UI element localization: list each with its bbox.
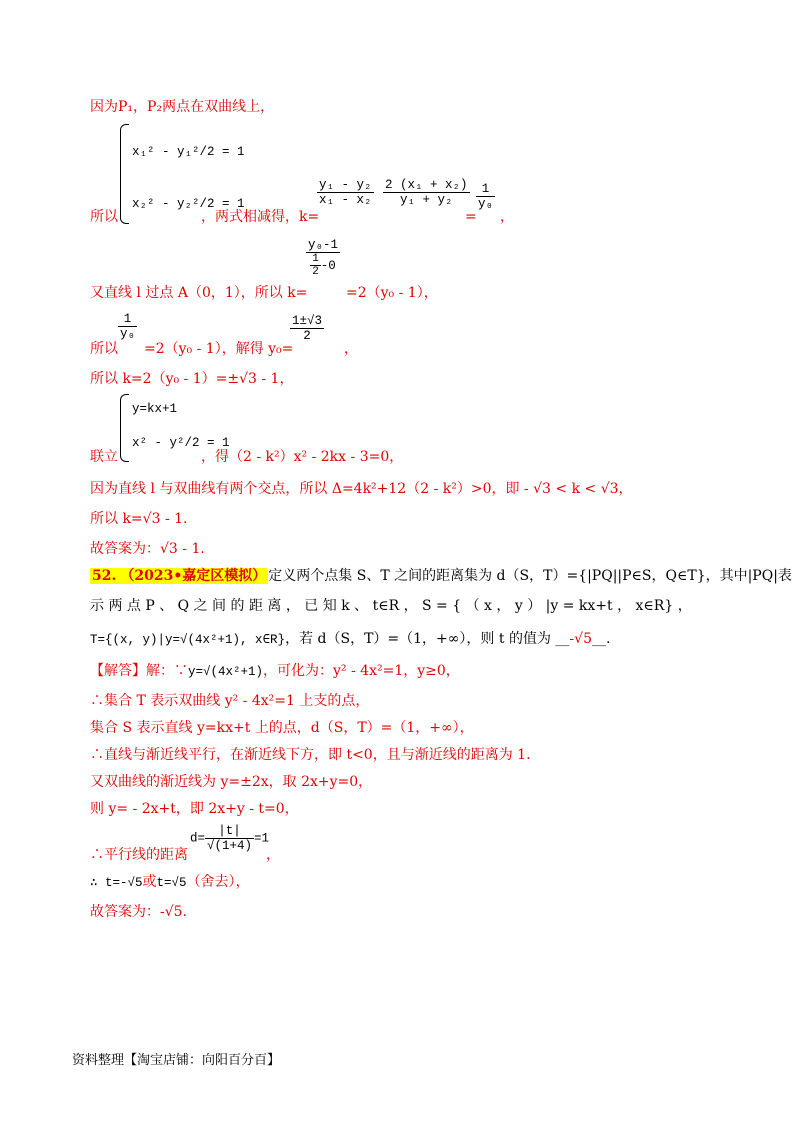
problem-52-header [90,567,792,585]
line-p1p2-on-hyperbola: 因为P₁，P₂两点在双曲线上， [90,99,275,115]
solution-line-7-label: ∴平行线的距离 [90,847,188,863]
k-fraction-1: $\frac{\text{y₁ - y₂}}{\text{x₁ - x₂}}$ [319,178,372,207]
system1-equation-2: x₂² - y₂²/2 = 1 [132,197,245,211]
solution-line-4: ∴直线与渐近线平行，在渐近线下方，即 t<0，且与渐近线的距离为 1. [90,747,531,763]
k-fraction-3: $\frac{1}{\text{y₀}}$ [478,182,494,211]
line-8-end: ， [235,874,250,890]
t-candidate-2: t=√5 [156,876,187,890]
discriminant-line: 因为直线 l 与双曲线有两个交点，所以 Δ=4k²+12（2 - k²）>0，即 - √3 < k < √3， [90,481,633,497]
k-end: ， [500,209,514,225]
problem-answer: -√5 [569,631,592,647]
or-word: 或 [142,874,157,890]
y0-value-fraction: $\frac{1\pm√3}{2}$ [292,314,323,343]
problem-text-1: 定义两个点集 S、T 之间的距离集为 d（S，T）={|PQ||P∈S，Q∈T}，其中|PQ|表 [268,568,792,584]
answer-line-51: 故答案为：√3 - 1. [90,541,205,557]
problem-question: ，若 d（S，T）=（1，+∞），则 t 的值为 __ [285,631,570,647]
slope-result: =2（y₀ - 1）， [346,285,438,301]
problem-source: （2023•嘉定区模拟） [120,568,267,584]
discard-note: （舍去） [186,874,236,890]
reciprocal-y0-fraction: $\frac{1}{\text{y₀}}$ [120,312,136,341]
solution-line-3: 集合 S 表示直线 y=kx+t 上的点，d（S，T）=（1，+∞）， [90,720,474,736]
k-equals: = [465,209,477,225]
solution-expression: y=√(4x²+1) [188,665,264,679]
solution-line-2: ∴集合 T 表示双曲线 y² - 4x²=1 上支的点， [90,693,370,709]
footer-note: 资料整理【淘宝店铺：向阳百分百】 [72,1053,281,1068]
set-t-definition: T={(x, y)|y=√(4x²+1), x∈R} [90,633,286,647]
k-value-line: 所以 k=2（y₀ - 1）=±√3 - 1， [90,371,294,387]
so-label-2: 所以 [90,341,118,357]
y0-end: ， [344,341,358,357]
quadratic-result: ，得（2 - k²）x² - 2kx - 3=0， [201,449,404,465]
system-brace-2 [120,394,129,462]
subtract-text: ，两式相减得，k= [201,209,320,225]
system2-equation-2: x² - y²/2 = 1 [132,436,230,450]
blank-end: __. [591,631,611,647]
combine-label: 联立 [90,449,118,465]
solution-line-6: 则 y= - 2x+t，即 2x+y - t=0， [90,801,299,817]
solution-intro: 解：∵ [146,663,188,679]
system1-equation-1: x₁² - y₁²/2 = 1 [132,145,245,159]
solution-line-8 [90,873,250,892]
distance-end: ， [266,847,280,863]
system-brace-1 [120,124,129,224]
problem-text-2: 示 两 点 P 、 Q 之 间 的 距 离 ， 已 知 k 、 t∈R ， S = { （ x ， y ） |y = kx+t ， x∈R} ， [90,598,692,614]
t-candidate-1: ∴ t=-√5 [90,876,143,890]
problem-number: 52. [92,568,117,584]
k-final-line: 所以 k=√3 - 1. [90,511,188,527]
so-label-1: 所以 [90,209,118,225]
line-passes-point-a: 又直线 l 过点 A（0，1），所以 k= [90,285,308,301]
k-fraction-2: $\frac{\text{2 (x₁ + x₂)}}{\text{y₁ + y₂}}$ [385,178,468,207]
system2-equation-1: y=kx+1 [132,402,178,416]
solution-transform: ，可化为：y² - 4x²=1，y≥0， [263,663,460,679]
distance-formula: d= $\frac{|t|}{√(1+4)}$ =1 [190,824,270,853]
problem-text-3 [90,630,610,649]
solution-line-1 [90,662,460,681]
slope-fraction: y₀-1 $\frac{1}{2}$ -0 [308,238,339,278]
solve-y0-text: =2（y₀ - 1），解得 y₀= [144,341,294,357]
solution-answer: 故答案为：-√5. [90,904,188,920]
solution-line-5: 又双曲线的渐近线为 y=±2x，取 2x+y=0， [90,774,373,790]
solution-label: 【解答】 [90,663,146,679]
